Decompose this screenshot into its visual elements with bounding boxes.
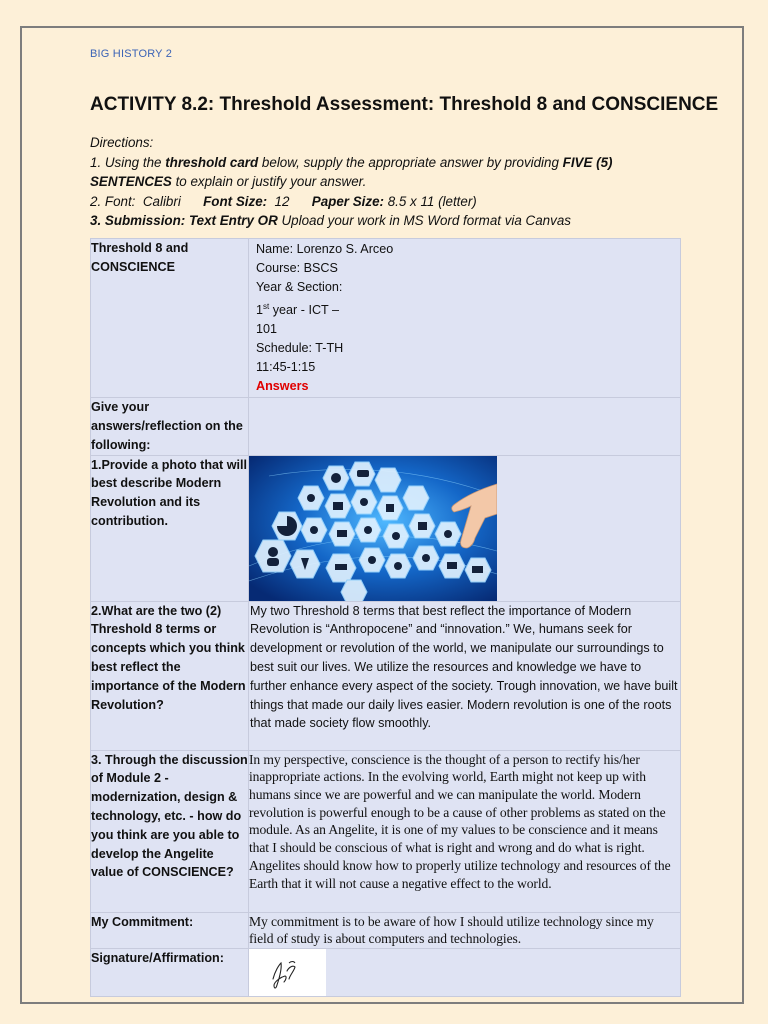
submission-label: 3. Submission: Text Entry OR bbox=[90, 213, 278, 228]
year-suffix: st bbox=[263, 302, 270, 311]
table-row bbox=[91, 948, 681, 996]
font-size-value: 12 bbox=[267, 193, 290, 209]
technology-network-photo bbox=[249, 456, 497, 601]
year-level bbox=[256, 297, 673, 320]
paper-size-value: 8.5 x 11 (letter) bbox=[383, 193, 477, 209]
direction-1-threshold-card: threshold card bbox=[165, 154, 259, 170]
year-program: year - ICT – bbox=[269, 303, 340, 318]
student-info-cell bbox=[249, 239, 681, 398]
handwritten-signature bbox=[249, 949, 326, 996]
answer-2: My two Threshold 8 terms that best reflect the importance of Modern Revolution is “Anthropocene” and “innovation.” We, humans seek for development or revolution of the world, we manipulate our surroundings to best suit our lives. We utilize the resources and knowledge we have to further enhance every aspect of the society. Trough innovation, we have built things that made our daily lives easier. Modern revolution is one of the roots that made society flow smoothly. bbox=[250, 603, 678, 731]
paper-size-label: Paper Size: bbox=[311, 193, 384, 209]
table-row bbox=[91, 750, 681, 912]
activity-title: ACTIVITY 8.2: Threshold Assessment: Threshold 8 and CONSCIENCE bbox=[90, 94, 719, 115]
table-row bbox=[91, 398, 681, 455]
question-2: 2.What are the two (2) Threshold 8 terms or concepts which you think best reflect the importance of the Modern Revolution? bbox=[91, 601, 249, 750]
question-1: 1.Provide a photo that will best describe Modern Revolution and its contribution. bbox=[91, 455, 249, 601]
directions-heading: Directions: bbox=[90, 135, 154, 150]
answer-3-cell bbox=[249, 750, 681, 912]
threshold-label: Threshold 8 and CONSCIENCE bbox=[91, 239, 249, 398]
signature-label: Signature/Affirmation: bbox=[91, 948, 249, 996]
section-number: 101 bbox=[256, 322, 278, 337]
answer-3: In my perspective, conscience is the thought of a person to rectify his/her inappropriate actions. In the evolving world, Earth might not keep up with humans since we are powerful and we can manipulate the world. Modern revolution is powerful enough to be a cause of other problems as stated on the module. As an Angelite, it is one of my values to be conscience and it means that I should be conscious of what is right and wrong and do what is right. Angelites should know how to properly utilize technology and resources of the Earth that it will not cause a negative effect to the world. bbox=[249, 751, 671, 891]
directions bbox=[90, 133, 690, 231]
schedule-time: 11:45-1:15 bbox=[256, 360, 316, 375]
direction-1-text: 1. Using the bbox=[90, 154, 166, 170]
submission-text: Upload your work in MS Word format via Canvas bbox=[277, 213, 571, 228]
direction-1-cont bbox=[90, 172, 690, 192]
direction-1-text-end: to explain or justify your answer. bbox=[171, 174, 367, 189]
header-label: BIG HISTORY 2 bbox=[90, 48, 173, 60]
direction-1-sentences: SENTENCES bbox=[90, 174, 172, 189]
font-size-label: Font Size: bbox=[203, 193, 268, 209]
year-number: 1 bbox=[256, 303, 264, 318]
table-row bbox=[91, 601, 681, 750]
photo-cell bbox=[249, 455, 681, 601]
direction-1-five: FIVE (5) bbox=[562, 154, 613, 170]
direction-1-text-mid: below, supply the appropriate answer by providing bbox=[258, 154, 563, 170]
table-row bbox=[91, 455, 681, 601]
font-value: Calibri bbox=[135, 193, 181, 209]
commitment-label: My Commitment: bbox=[91, 912, 249, 948]
signature-cell bbox=[249, 948, 681, 996]
question-3: 3. Through the discussion of Module 2 - modernization, design & technology, etc. - how do you think are you able to develop the Angelite value of CONSCIENCE? bbox=[91, 750, 249, 912]
student-course: Course: BSCS bbox=[256, 261, 338, 275]
direction-3 bbox=[90, 211, 690, 231]
direction-2 bbox=[90, 192, 690, 212]
commitment-answer: My commitment is to be aware of how I should utilize technology since my field of study is about computers and technologies. bbox=[249, 913, 654, 947]
commitment-cell bbox=[249, 912, 681, 948]
year-section-label: Year & Section: bbox=[256, 280, 343, 294]
answers-heading: Answers bbox=[256, 379, 309, 394]
direction-1 bbox=[90, 153, 690, 173]
schedule-days: Schedule: T-TH bbox=[256, 341, 344, 356]
student-name: Name: Lorenzo S. Arceo bbox=[256, 242, 394, 256]
table-row bbox=[91, 239, 681, 398]
font-label: 2. Font: bbox=[90, 193, 136, 209]
threshold-card-table bbox=[90, 238, 681, 997]
table-row bbox=[91, 912, 681, 948]
empty-cell bbox=[249, 398, 681, 455]
reflection-prompt: Give your answers/reflection on the following: bbox=[91, 398, 249, 455]
answer-2-cell bbox=[249, 601, 681, 750]
